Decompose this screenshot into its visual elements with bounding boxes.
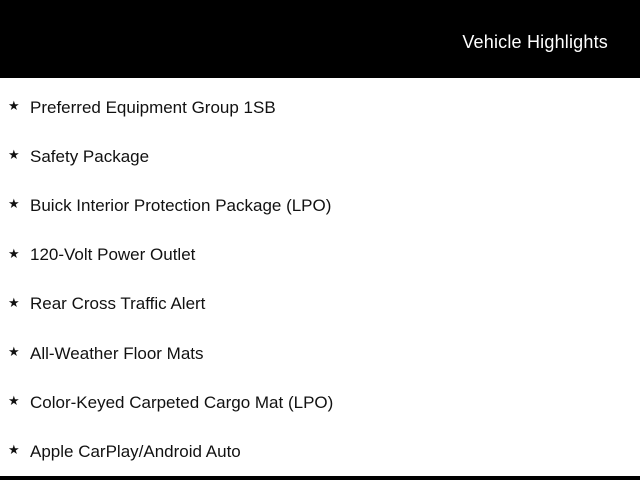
list-item xyxy=(0,280,640,329)
list-item xyxy=(0,378,640,427)
list-item xyxy=(0,427,640,476)
highlight-item-label: Preferred Equipment Group 1SB xyxy=(30,97,276,117)
bottom-divider-bar xyxy=(0,476,640,480)
highlight-item-label: All-Weather Floor Mats xyxy=(30,343,204,363)
star-bullet-icon: ★ xyxy=(8,246,20,262)
list-item xyxy=(0,132,640,181)
page-title: Vehicle Highlights xyxy=(462,31,608,52)
vehicle-highlights-list xyxy=(0,78,640,477)
star-bullet-icon: ★ xyxy=(8,148,20,164)
star-bullet-icon: ★ xyxy=(8,345,20,361)
star-bullet-icon: ★ xyxy=(8,295,20,311)
list-item xyxy=(0,231,640,280)
star-bullet-icon: ★ xyxy=(8,443,20,459)
highlight-item-label: Apple CarPlay/Android Auto xyxy=(30,441,241,461)
star-bullet-icon: ★ xyxy=(8,394,20,410)
star-bullet-icon: ★ xyxy=(8,197,20,213)
highlight-item-label: Color-Keyed Carpeted Cargo Mat (LPO) xyxy=(30,392,334,412)
list-item xyxy=(0,83,640,132)
header-bar xyxy=(0,0,640,78)
highlight-item-label: 120-Volt Power Outlet xyxy=(30,245,196,265)
highlight-item-label: Buick Interior Protection Package (LPO) xyxy=(30,195,332,215)
star-bullet-icon: ★ xyxy=(8,99,20,115)
list-item xyxy=(0,329,640,378)
list-item xyxy=(0,181,640,230)
highlight-item-label: Rear Cross Traffic Alert xyxy=(30,294,206,314)
highlight-item-label: Safety Package xyxy=(30,146,150,166)
